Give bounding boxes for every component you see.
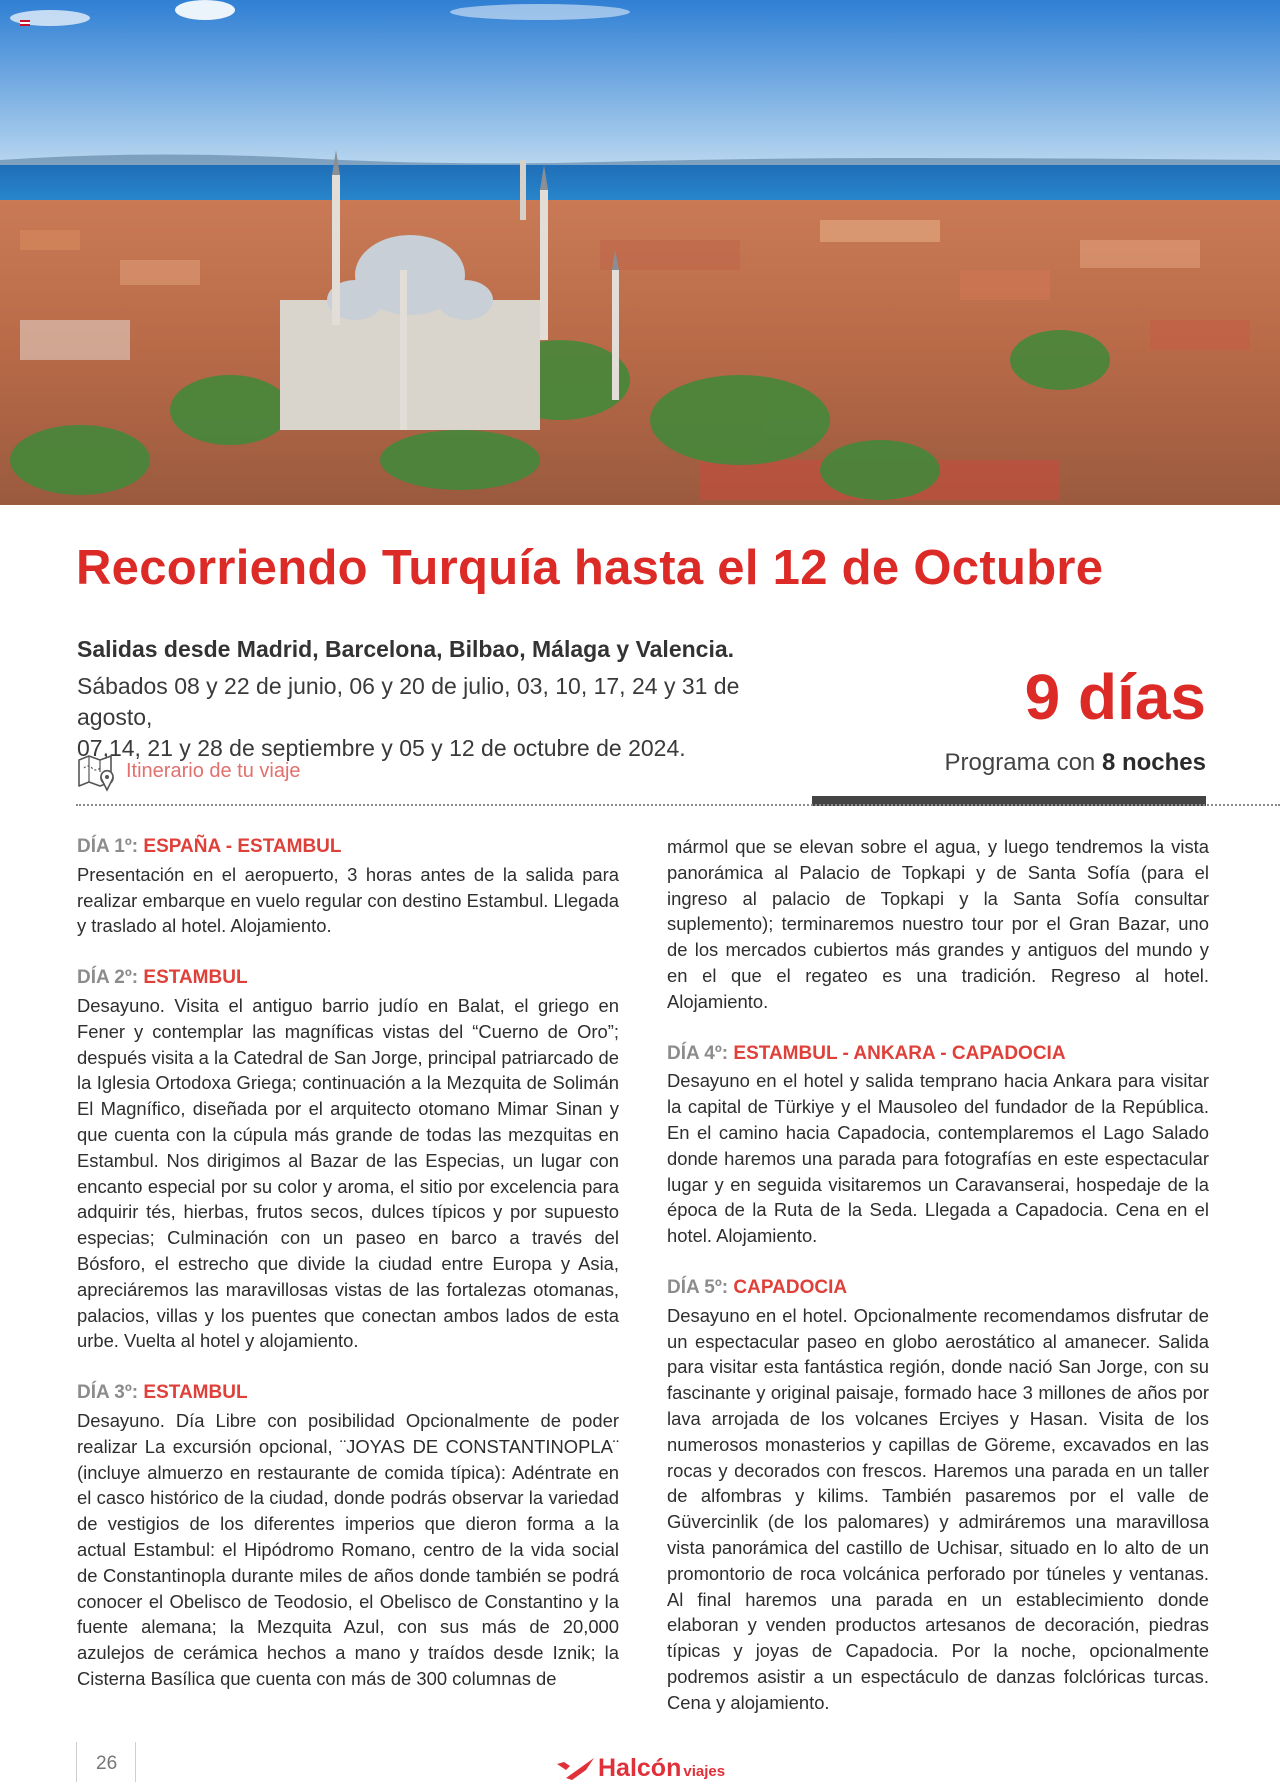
day-destination: ESTAMBUL - ANKARA - CAPADOCIA [733,1042,1066,1064]
day-label: DÍA 5º: [667,1276,729,1298]
day-description: Desayuno. Visita el antiguo barrio judío en Balat, el griego en Fener y contemplar las magníficas vistas del “Cuerno de Oro”; después visita a la Catedral de San Jorge, principal patriarcado de la Iglesia Ortodoxa Griega; continuación a la Mezquita de Solimán El Magnífico, diseñada por el arquitecto otomano Mimar Sinan y que cuenta con la cúpula más grande de todas las mezquitas en Estambul. Nos dirigimos al Bazar de las Especias, un lugar con encanto especial por su color y aroma, el sitio por excelencia para adquirir tés, hierbas, frutos secos, dulces típicos y por supuesto especias; Culminación con un paseo en barco a través del Bósforo, el estrecho que divide la ciudad entre Europa y Asia, apreciáremos las maravillosas vistas de las fortalezas otomanas, palacios, villas y los puentes que conectan ambos lados de esta urbe. Vuelta al hotel y alojamiento. [77,994,619,1352]
day-heading [667,1041,1209,1067]
day-label: DÍA 3º: [77,1382,139,1404]
day-heading [77,965,619,991]
program-nights: 8 noches [1101,749,1206,776]
day-destination: ESTAMBUL [143,1382,248,1404]
day-5 [667,1275,1209,1716]
day-description: Desayuno. Día Libre con posibilidad Opcionalmente de poder realizar La excursión opcional, ¨JOYAS DE CONSTANTINOPLA¨ (incluye almuerzo en restaurante de comida típica): Adéntrate en el casco histórico de la ciudad, donde podrás observar la variedad de vestigios de los diferentes imperios que dieron forma a la actual Estambul: el Hipódromo Romano, centro de la vida social de Constantinopla durante miles de años donde también se podrá conocer el Obelisco de Teodosio, el Obelisco de Constantino y la fuente alemana; la Mezquita Azul, con sus más de 20,000 azulejos de cerámica hechos a mano y traídos desde Iznik; la Cisterna Basílica que cuenta con más de 300 columnas de [77,1409,619,1689]
dotted-divider [76,804,1280,806]
page-number: 26 [96,1753,118,1774]
halcon-logo [556,1754,725,1783]
day-destination: ESTAMBUL [143,967,248,989]
day-label: DÍA 1º: [77,836,139,857]
day-1 [77,834,619,939]
brand-name: Halcón [598,1754,682,1782]
itinerary-column-left [77,834,619,1718]
day-heading [667,1275,1209,1301]
day-3 [77,1380,619,1692]
itinerary-link[interactable] [76,750,301,792]
day-heading [77,834,619,860]
page-title: Recorriendo Turquía hasta el 12 de Octubre [76,541,1104,595]
day-heading [77,1380,619,1406]
departure-dates-line-2: 07,14, 21 y 28 de septiembre y 05 y 12 de octubre de 2024. [77,735,686,761]
day-2 [77,965,619,1354]
istanbul-panorama-image [0,0,1280,505]
trip-nights [945,749,1206,777]
brand-sub: viajes [683,1763,726,1780]
day-3-continued [667,834,1209,1015]
itinerary-column-right [667,834,1209,1742]
departure-dates-line-1: Sábados 08 y 22 de junio, 06 y 20 de julio, 03, 10, 17, 24 y 31 de agosto, [77,673,740,730]
day-description: Desayuno en el hotel y salida temprano hacia Ankara para visitar la capital de Türkiye y el Mausoleo del fundador de la República. En el camino hacia Capadocia, contemplaremos el Lago Salado donde haremos una parada para fotografías en este espectacular lugar y en seguida visitaremos un Caravanserai, hospedaje de la época de la Ruta de la Seda. Llegada a Capadocia. Cena en el hotel. Alojamiento. [667,1070,1209,1247]
flag-icon [20,20,30,26]
trip-duration-days: 9 días [1024,661,1206,733]
page-number-rule-left [76,1742,77,1782]
itinerary-link-label: Itinerario de tu viaje [126,759,301,782]
departures-block [77,636,817,764]
day-label: DÍA 2º: [77,967,139,989]
day-label: DÍA 4º: [667,1042,729,1064]
day-4 [667,1041,1209,1249]
day-description: mármol que se elevan sobre el agua, y luego tendremos la vista panorámica al Palacio de Topkapi y de Santa Sofía (para el ingreso al palacio de Topkapi y la Santa Sofía consultar suplemento); terminaremos nuestro tour por el Gran Bazar, uno de los mercados cubiertos más grandes y antiguos del mundo y en el que el regateo es una tradición. Regreso al hotel. Alojamiento. [667,836,1209,1012]
page-number-rule-right [135,1742,136,1782]
map-pin-icon [76,750,118,792]
hero-photo [0,0,1280,505]
day-destination: ESPAÑA - ESTAMBUL [143,836,342,857]
day-destination: CAPADOCIA [733,1276,848,1298]
halcon-bird-icon [556,1756,596,1782]
day-description: Desayuno en el hotel. Opcionalmente recomendamos disfrutar de un espectacular paseo en globo aerostático al amanecer. Salida para visitar esta fantástica región, donde nació San Jorge, con su fascinante y original paisaje, formado hace 3 millones de años por lava arrojada de los volcanes Erciyes y Hasan. Visita de los numerosos monasterios y capillas de Göreme, excavados en las rocas y decorados con frescos. Haremos una parada en un taller de alfombras y kilims. También pasaremos por el valle de Güvercinlik (de los palomares) y admiráremos una maravillosa vista panorámica del castillo de Uchisar, situado en lo alto de un promontorio de roca volcánica perforado por túneles y ventanas. Al final haremos una parada en un establecimiento donde elaboran y venden productos artesanos de decoración, piedras típicas y joyas de Capadocia. Por la noche, opcionalmente podremos asistir a un espectáculo de danzas folclóricas turcas. Cena y alojamiento. [667,1304,1209,1713]
departure-cities: Salidas desde Madrid, Barcelona, Bilbao, Málaga y Valencia. [77,636,735,662]
day-description: Presentación en el aeropuerto, 3 horas antes de la salida para realizar embarque en vuelo regular con destino Estambul. Llegada y traslado al hotel. Alojamiento. [77,863,619,937]
program-prefix: Programa con [944,749,1096,776]
